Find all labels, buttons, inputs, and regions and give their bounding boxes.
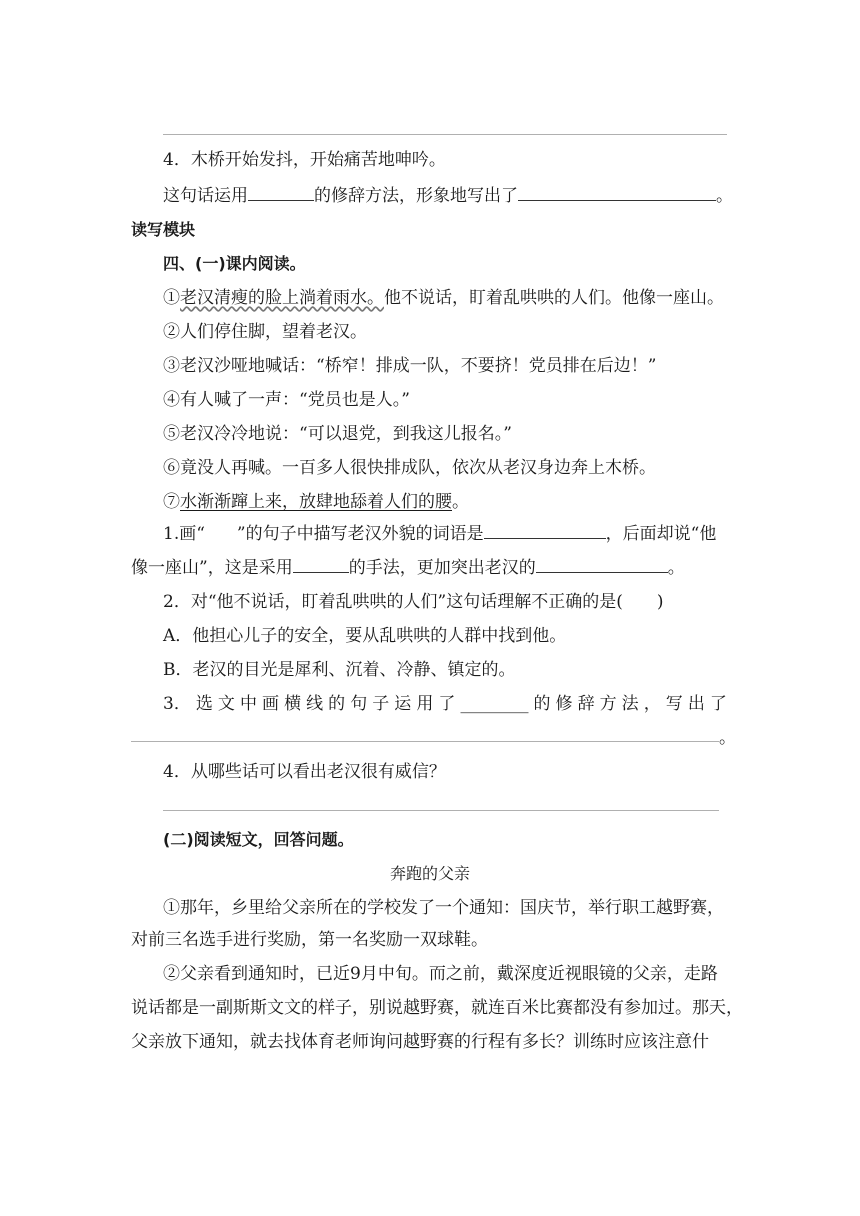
q2-option-a[interactable]: A．他担心儿子的安全，要从乱哄哄的人群中找到他。 [163, 626, 567, 646]
q4-text: 4．从哪些话可以看出老汉很有威信？ [163, 762, 446, 782]
q3-char: 中 [239, 694, 257, 714]
story-line-2: 对前三名选手进行奖励，第一名奖励一双球鞋。 [131, 930, 488, 950]
answer-blank[interactable] [484, 522, 606, 539]
passage-line-5: ⑤老汉冷冷地说：“可以退党，到我这儿报名。” [163, 424, 512, 444]
q3-char: 文 [217, 694, 235, 714]
q3-char: 3． [163, 694, 191, 714]
q3-char: 线 [306, 694, 324, 714]
part4-heading: 四、(一)课内阅读。 [163, 254, 306, 273]
answer-blank[interactable] [536, 556, 668, 573]
q4-answer-line[interactable] [163, 810, 719, 811]
q3-char: 辞 [577, 694, 595, 714]
answer-blank[interactable] [518, 184, 716, 201]
q1-text-a: 1.画“ [163, 524, 205, 544]
passage-line-2: ②人们停住脚，望着老汉。 [163, 322, 367, 342]
passage-line-1: ①老汉清瘦的脸上淌着雨水。他不说话，盯着乱哄哄的人们。他像一座山。 [163, 288, 724, 308]
story-title: 奔跑的父亲 [390, 864, 471, 883]
q1-text-d: 像一座山”，这是采用 [131, 558, 293, 578]
q4-top-prompt-a: 这句话运用 [163, 186, 248, 206]
wavy-underlined-sentence: 老汉清瘦的脸上淌着雨水。 [180, 288, 384, 308]
story-line-4: 说话都是一副斯斯文文的样子，别说越野赛，就连百米比赛都没有参加过。那天， [131, 998, 743, 1018]
q3-char: 句 [350, 694, 368, 714]
q3-char: 的 [533, 694, 551, 714]
answer-blank[interactable] [293, 556, 349, 573]
underlined-sentence: 水渐渐蹿上来，放肆地舔着人们的腰 [180, 492, 452, 512]
story-line-3: ②父亲看到通知时，已近9月中旬。而之前，戴深度近视眼镜的父亲，走路 [163, 964, 718, 984]
q4-top-label: 4．木桥开始发抖，开始痛苦地呻吟。 [163, 150, 446, 170]
q4-top-prompt-b: 的修辞方法，形象地写出了 [314, 186, 518, 206]
q3-char: 修 [555, 694, 573, 714]
answer-blank[interactable] [248, 184, 314, 201]
q2-option-b[interactable]: B．老汉的目光是犀利、沉着、冷静、镇定的。 [163, 660, 516, 680]
q1-text-f: 。 [667, 558, 685, 578]
q3-char: 了 [709, 694, 727, 714]
q3-char: 画 [262, 694, 280, 714]
passage-line-7: ⑦水渐渐蹿上来，放肆地舔着人们的腰。 [163, 492, 469, 512]
q1-line-2 [131, 556, 685, 580]
q3-char: ， [643, 694, 661, 714]
passage-line-6: ⑥竟没人再喊。一百多人很快排成队，依次从老汉身边奔上木桥。 [163, 458, 656, 478]
q4-top-period: 。 [716, 186, 733, 206]
q1-text-b: ”的句子中描写老汉外貌的词语是 [236, 524, 484, 544]
q3-char: 用 [416, 694, 434, 714]
q1-line-1 [163, 522, 716, 546]
q3-char: 方 [599, 694, 617, 714]
q3-char: 横 [284, 694, 302, 714]
story-line-5: 父亲放下通知，就去找体育老师询问越野赛的行程有多长？训练时应该注意什 [131, 1032, 709, 1052]
q3-char: 写 [665, 694, 683, 714]
q3-char: 运 [394, 694, 412, 714]
q3-char: 的 [328, 694, 346, 714]
q3-char: 法 [621, 694, 639, 714]
q3-blank[interactable]: ________ [460, 694, 529, 714]
q1-text-e: 的手法，更加突出老汉的 [348, 558, 536, 578]
section-heading: 读写模块 [131, 220, 196, 239]
story-line-1: ①那年，乡里给父亲所在的学校发了一个通知：国庆节，举行职工越野赛， [163, 898, 724, 918]
part2-heading: (二)阅读短文，回答问题。 [163, 830, 354, 849]
q1-text-c: ，后面却说“他 [605, 524, 717, 544]
q3-char: 子 [372, 694, 390, 714]
wavy-sample [205, 522, 237, 546]
q3-char: 出 [687, 694, 705, 714]
q3-line-1 [163, 692, 727, 716]
q4-top-prompt [163, 184, 733, 208]
q3-char: 了 [438, 694, 456, 714]
passage-line-3: ③老汉沙哑地喊话：“桥窄！排成一队，不要挤！党员排在后边！” [163, 356, 657, 376]
q2-text: 2．对“他不说话，盯着乱哄哄的人们”这句话理解不正确的是( ) [163, 592, 664, 612]
q3-char: 选 [195, 694, 213, 714]
q3-period: 。 [719, 728, 736, 748]
passage-line-4: ④有人喊了一声：“党员也是人。” [163, 390, 410, 410]
q3-answer-line[interactable] [131, 741, 719, 742]
answer-line-top [163, 134, 727, 135]
